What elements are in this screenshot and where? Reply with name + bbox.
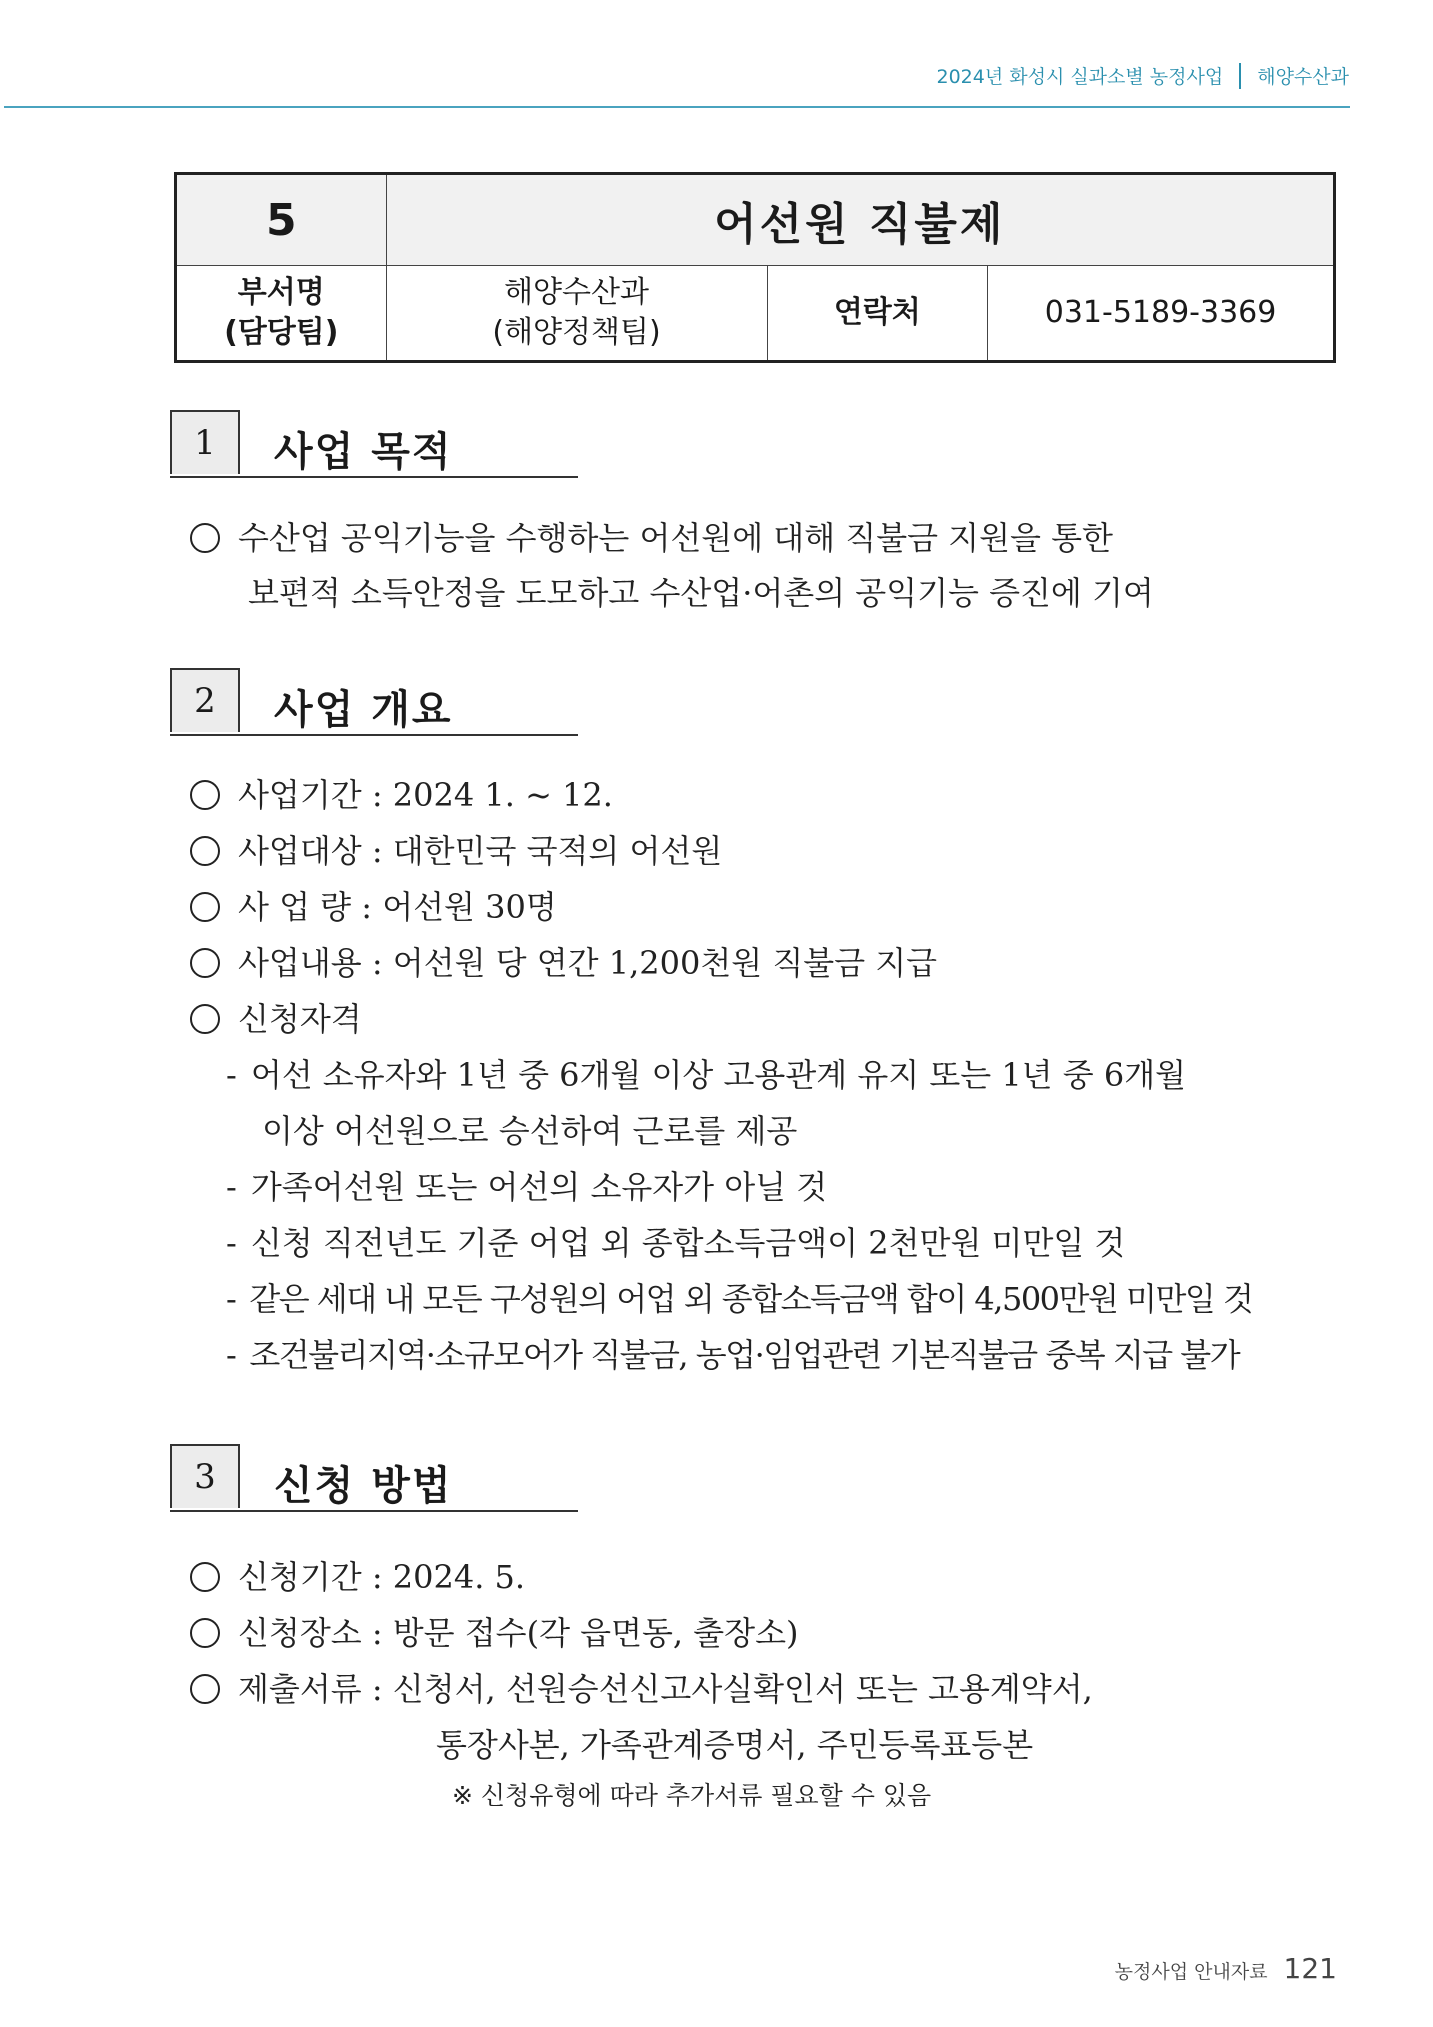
dept-value-cell: [386, 266, 767, 362]
eligibility-text: 어선 소유자와 1년 중 6개월 이상 고용관계 유지 또는 1년 중 6개월: [250, 1056, 1187, 1094]
circle-bullet-icon: [190, 948, 220, 978]
dept-label-cell: [176, 266, 387, 362]
circle-bullet-icon: [190, 780, 220, 810]
dash-bullet: -: [226, 1280, 236, 1318]
overview-item: [190, 770, 613, 816]
application-item: [190, 1608, 798, 1654]
team-label: (담당팀): [224, 315, 339, 350]
purpose-line-1: [190, 513, 1113, 559]
footer-label: 농정사업 안내자료: [1114, 1961, 1268, 1983]
application-item: [190, 1664, 1093, 1710]
section-title: 신청 방법: [274, 1463, 453, 1509]
contact-value: 031-5189-3369: [988, 266, 1335, 362]
circle-bullet-icon: [190, 1674, 220, 1704]
documents-note: ※ 신청유형에 따라 추가서류 필요할 수 있음: [452, 1781, 932, 1810]
application-place: 신청장소 : 방문 접수(각 읍면동, 출장소): [238, 1614, 799, 1652]
overview-item: [190, 938, 937, 984]
team-value: (해양정책팀): [492, 315, 661, 350]
application-documents: 제출서류 : 신청서, 선원승선신고사실확인서 또는 고용계약서,: [238, 1670, 1093, 1708]
dept-label: 부서명: [237, 275, 325, 310]
eligibility-item: [226, 1050, 1186, 1096]
circle-bullet-icon: [190, 523, 220, 553]
header-department: 해양수산과: [1257, 66, 1349, 88]
page-number: 121: [1283, 1952, 1337, 1985]
eligibility-item: [226, 1274, 1252, 1320]
circle-bullet-icon: [190, 892, 220, 922]
section-number: 1: [170, 410, 240, 474]
purpose-text-1: 수산업 공익기능을 수행하는 어선원에 대해 직불금 지원을 통한: [238, 519, 1113, 557]
eligibility-continuation: 이상 어선원으로 승선하여 근로를 제공: [262, 1112, 798, 1150]
overview-target: 사업대상 : 대한민국 국적의 어선원: [238, 832, 723, 870]
eligibility-text: 신청 직전년도 기준 어업 외 종합소득금액이 2천만원 미만일 것: [250, 1224, 1126, 1262]
circle-bullet-icon: [190, 1562, 220, 1592]
overview-content: 사업내용 : 어선원 당 연간 1,200천원 직불금 지급: [238, 944, 938, 982]
eligibility-text: 조건불리지역·소규모어가 직불금, 농업·임업관련 기본직불금 중복 지급 불가: [249, 1336, 1240, 1374]
overview-eligibility: 신청자격: [238, 1000, 362, 1038]
dash-bullet: -: [226, 1168, 237, 1206]
header-rule: [4, 106, 1350, 108]
application-item: [190, 1552, 525, 1598]
eligibility-item: [226, 1218, 1125, 1264]
overview-item: [190, 826, 722, 872]
section-header-purpose: [170, 410, 578, 478]
header-doc-title: 2024년 화성시 실과소별 농정사업: [936, 66, 1224, 88]
eligibility-text: 가족어선원 또는 어선의 소유자가 아닐 것: [250, 1168, 828, 1206]
eligibility-text: 같은 세대 내 모든 구성원의 어업 외 종합소득금액 합이 4,500만원 미만일 것: [249, 1280, 1253, 1318]
application-period: 신청기간 : 2024. 5.: [238, 1558, 526, 1596]
dash-bullet: -: [226, 1224, 237, 1262]
dash-bullet: -: [226, 1056, 237, 1094]
section-header-overview: [170, 668, 578, 736]
section-number: 3: [170, 1444, 240, 1508]
purpose-line-2: 보편적 소득안정을 도모하고 수산업·어촌의 공익기능 증진에 기여: [248, 574, 1154, 612]
documents-continuation: 통장사본, 가족관계증명서, 주민등록표등본: [436, 1726, 1034, 1764]
circle-bullet-icon: [190, 1618, 220, 1648]
eligibility-item: [226, 1162, 827, 1208]
circle-bullet-icon: [190, 836, 220, 866]
section-header-application: [170, 1444, 578, 1512]
overview-volume: 사 업 량 : 어선원 30명: [238, 888, 557, 926]
program-info-table: [174, 172, 1336, 363]
section-number: 2: [170, 668, 240, 732]
overview-item: [190, 994, 362, 1040]
section-title: 사업 개요: [274, 687, 453, 733]
dept-value: 해양수산과: [504, 275, 649, 310]
dash-bullet: -: [226, 1336, 236, 1374]
overview-item: [190, 882, 557, 928]
program-number: 5: [176, 174, 387, 266]
eligibility-item: [226, 1330, 1239, 1376]
header-separator: [1239, 63, 1241, 89]
overview-period: 사업기간 : 2024 1. ~ 12.: [238, 776, 613, 814]
running-header: [936, 62, 1349, 89]
program-title: 어선원 직불제: [386, 174, 1334, 266]
circle-bullet-icon: [190, 1004, 220, 1034]
page-footer: [1115, 1952, 1337, 1985]
section-title: 사업 목적: [274, 429, 453, 475]
contact-label: 연락처: [767, 266, 988, 362]
